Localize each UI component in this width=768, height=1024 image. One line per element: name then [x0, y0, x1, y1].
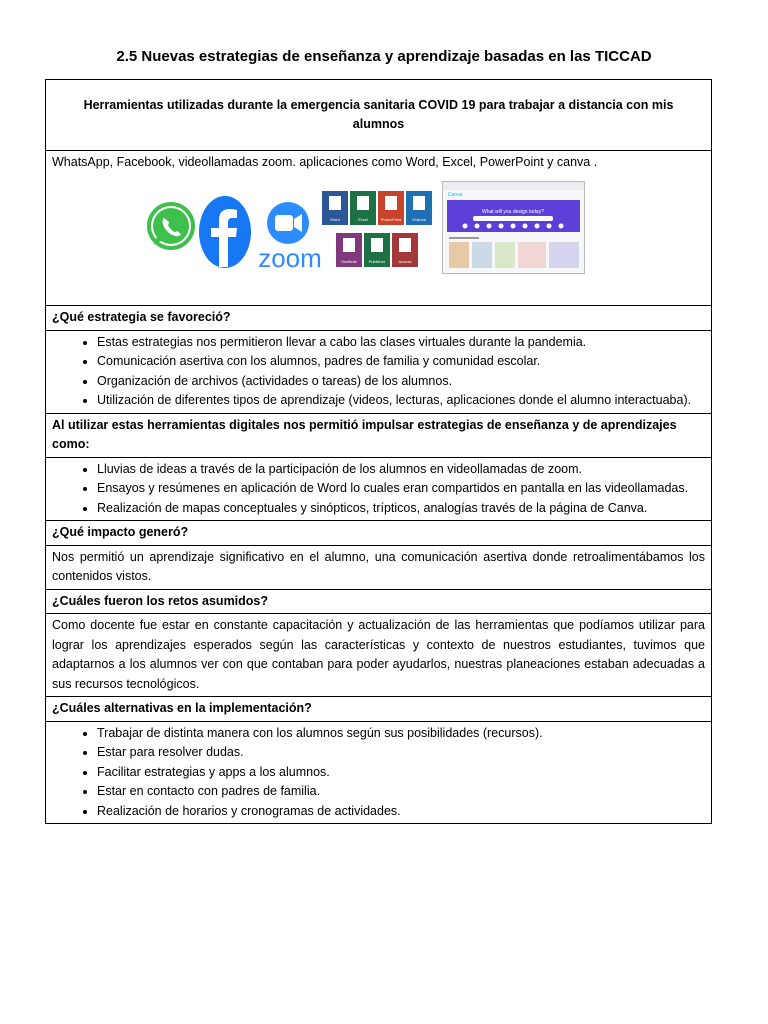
answer-list [52, 724, 705, 822]
tools-cell [46, 151, 712, 306]
list-item: • Estar para resolver dudas. [97, 743, 705, 763]
list-item: • Organización de archivos (actividades o tareas) de los alumnos. [97, 372, 705, 392]
list-item: • Realización de mapas conceptuales y sinópticos, trípticos, analogías través de la página de Canva. [97, 499, 705, 519]
canva-screenshot [442, 181, 585, 274]
office-apps-icon [322, 191, 434, 269]
list-item: • Realización de horarios y cronogramas de actividades. [97, 802, 705, 822]
list-item: • Comunicación asertiva con los alumnos, padres de familia y comunidad escolar. [97, 352, 705, 372]
list-item: • Facilitar estrategias y apps a los alumnos. [97, 763, 705, 783]
canva-banner-text: What will you design today? [482, 209, 544, 215]
zoom-icon [251, 199, 329, 271]
list-item: • Trabajar de distinta manera con los alumnos según sus posibilidades (recursos). [97, 724, 705, 744]
office-app-label: Word [330, 217, 340, 222]
office-app-tile [322, 191, 348, 225]
answer-list [52, 333, 705, 411]
section-question: Al utilizar estas herramientas digitales nos permitió impulsar estrategias de enseñanza y de aprendizajes como: [46, 413, 712, 457]
office-app-label: Publisher [368, 259, 386, 264]
section-question: ¿Qué estrategia se favoreció? [46, 306, 712, 331]
section-question: ¿Qué impacto generó? [46, 521, 712, 546]
answer-list [52, 460, 705, 519]
tools-logos [146, 181, 606, 276]
zoom-logo-text: zoom [258, 243, 322, 271]
table-header: Herramientas utilizadas durante la emergencia sanitaria COVID 19 para trabajar a distancia con mis alumnos [46, 80, 712, 151]
section-answer [46, 721, 712, 824]
office-app-label: Access [398, 259, 412, 264]
office-app-tile [350, 191, 376, 225]
section-answer: Como docente fue estar en constante capacitación y actualización de las herramientas que podíamos utilizar para lograr los aprendizajes esperados según las características y contexto de nuestros estudiantes, tuvimos que adaptarnos a los alumnos ver con que contaban para poder ayudarlos, nuestras planeaciones estaban adecuadas a sus recursos tecnológicos. [46, 614, 712, 697]
section-question: ¿Cuáles fueron los retos asumidos? [46, 589, 712, 614]
office-app-label: Outlook [412, 217, 426, 222]
list-item: • Estas estrategias nos permitieron llevar a cabo las clases virtuales durante la pandemia. [97, 333, 705, 353]
list-item: • Lluvias de ideas a través de la participación de los alumnos en videollamadas de zoom. [97, 460, 705, 480]
office-app-tile [364, 233, 390, 267]
office-app-tile [406, 191, 432, 225]
section-answer [46, 330, 712, 413]
office-app-label: OneNote [340, 259, 358, 264]
office-app-label: Excel [358, 217, 368, 222]
list-item: • Ensayos y resúmenes en aplicación de Word lo cuales eran compartidos en pantalla en las videollamadas. [97, 479, 705, 499]
page-title: 2.5 Nuevas estrategias de enseñanza y aprendizaje basadas en las TICCAD [116, 48, 652, 65]
office-app-label: PowerPoint [380, 217, 402, 222]
list-item: • Estar en contacto con padres de familia. [97, 782, 705, 802]
office-app-tile [392, 233, 418, 267]
facebook-icon [198, 195, 252, 269]
section-answer: Nos permitió un aprendizaje significativo en el alumno, una comunicación asertiva donde retroalimentábamos los contenidos vistos. [46, 545, 712, 589]
canva-image [443, 182, 584, 273]
section-answer [46, 457, 712, 521]
tools-text: WhatsApp, Facebook, videollamadas zoom. aplicaciones como Word, Excel, PowerPoint y canva . [52, 155, 598, 169]
whatsapp-icon [146, 201, 196, 251]
strategies-table [45, 79, 712, 824]
office-app-tile [378, 191, 404, 225]
canva-logo-text: Canva [448, 192, 463, 198]
section-question: ¿Cuáles alternativas en la implementación? [46, 697, 712, 722]
list-item: • Utilización de diferentes tipos de aprendizaje (videos, lecturas, aplicaciones donde el alumno interactuaba). [97, 391, 705, 411]
office-app-tile [336, 233, 362, 267]
